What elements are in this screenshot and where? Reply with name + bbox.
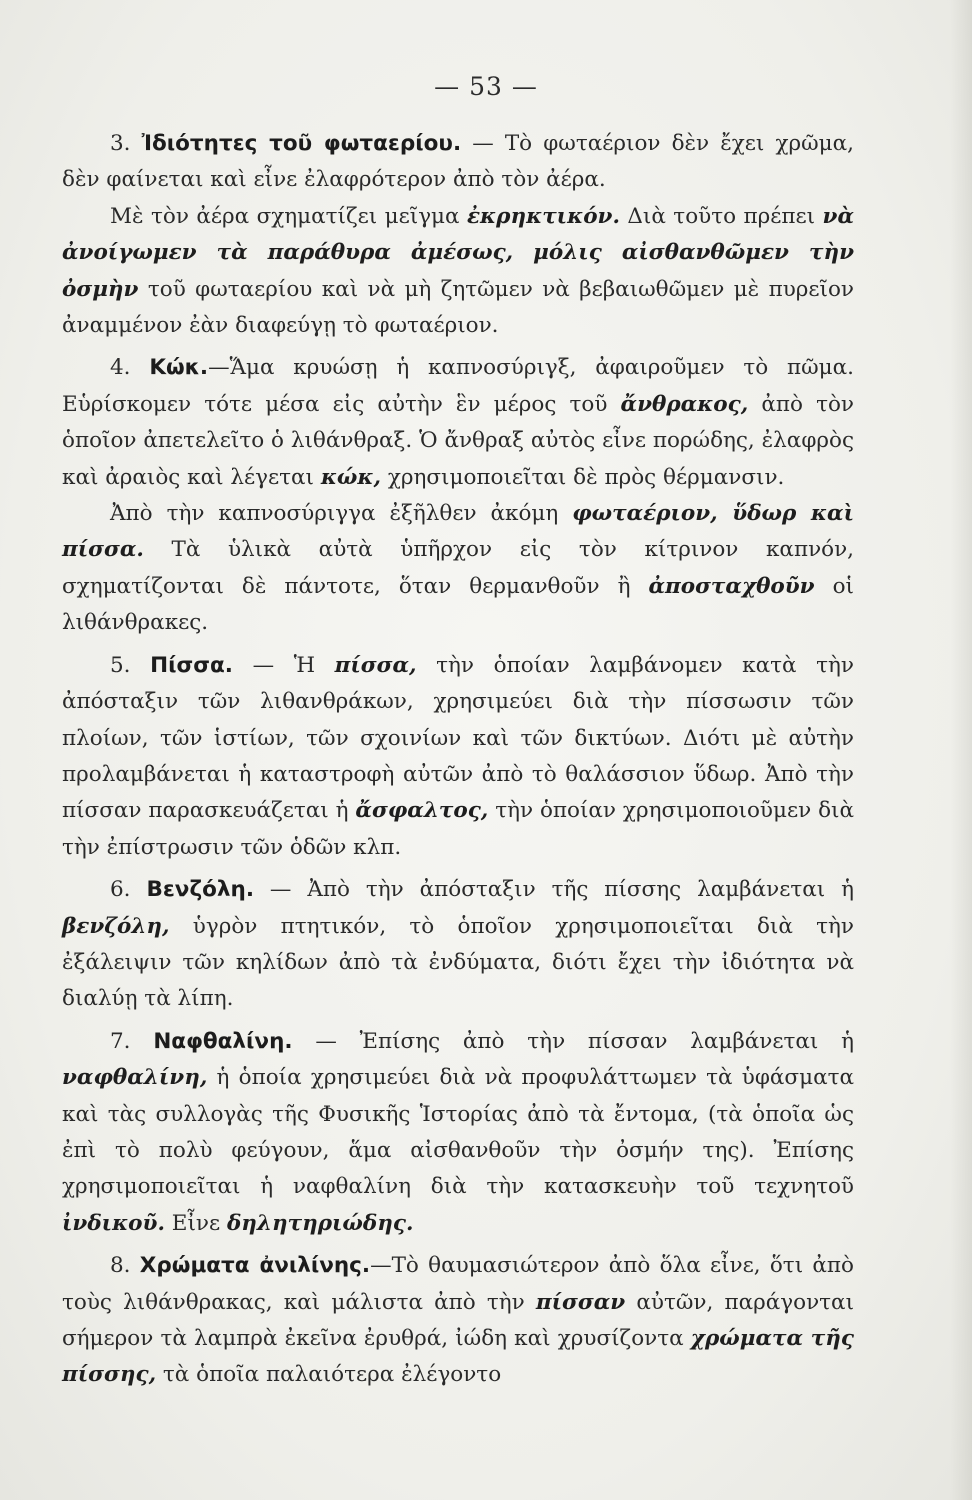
emphasis: ἐκρηκτικόν. [466, 203, 620, 229]
text-run: Ἀπὸ τὴν ἀπόσταξιν τῆς πίσσης λαμβάνεται ἡ [307, 877, 854, 903]
emphasis: δηλητηριώδης. [226, 1210, 414, 1236]
text-run: ἀπὸ τὸν ὁποῖον ἀπετελεῖτο ὁ λιθάνθραξ. Ὁ ἄνθραξ αὐτὸς εἶνε πορώδης, ἐλαφρὸς καὶ ἀραιὸς καὶ λέγεται [62, 391, 854, 490]
dash: — [254, 877, 308, 903]
emphasis: χρώματα τῆς πίσσης, [62, 1326, 854, 1388]
section-5-paragraph-1 [62, 648, 854, 866]
text-run: Εἶνε [164, 1210, 227, 1236]
dash: — [370, 1253, 392, 1279]
text-run: Μὲ τὸν ἀέρα σχηματίζει μεῖγμα [110, 203, 467, 229]
text-run: Ἐπίσης ἀπὸ τὴν πίσσαν λαμβάνεται ἡ [359, 1028, 854, 1054]
page-edge-shadow [950, 0, 972, 1500]
section-8-paragraph-1 [62, 1248, 854, 1394]
section-heading: Χρώματα ἀνιλίνης. [139, 1253, 371, 1279]
section-heading: Ναφθαλίνη. [153, 1028, 293, 1054]
text-run: χρησιμοποιεῖται δὲ πρὸς θέρμανσιν. [381, 464, 785, 490]
dash: — [292, 1028, 360, 1054]
page-number: — 53 — [434, 72, 538, 101]
section-3-paragraph-1 [62, 126, 854, 199]
emphasis: ἄνθρακος, [620, 391, 749, 417]
text-run: οἱ λιθάνθρακες. [62, 573, 854, 636]
emphasis: ναφθαλίνη, [62, 1065, 208, 1091]
text-run: ἡ ὁποία χρησιμεύει διὰ νὰ προφυλάττωμεν τὰ ὑφάσματα καὶ τὰς συλλογὰς τῆς Φυσικῆς Ἱστορίας ἀπὸ τὰ ἔντομα, (τὰ ὁποῖα ὡς ἐπὶ τὸ πολὺ φεύγουν, ἅμα αἰσθανθοῦν τὴν ὀσμήν της). Ἐπίσης χρησιμοποιεῖται ἡ ναφθαλίνη διὰ τὴν κατασκευὴν τοῦ τεχνητοῦ [62, 1065, 854, 1200]
section-heading: Βενζόλη. [146, 877, 254, 903]
section-3-paragraph-2 [62, 199, 854, 345]
section-4-paragraph-2 [62, 496, 854, 642]
section-number: 8. [110, 1253, 131, 1279]
section-7-paragraph-1 [62, 1024, 854, 1242]
section-heading: Κώκ. [149, 355, 209, 381]
section-6-paragraph-1 [62, 872, 854, 1018]
text-run: Τὸ θαυμασιώτερον ἀπὸ ὅλα εἶνε, ὅτι ἀπὸ τοὺς λιθάνθρακας, καὶ μάλιστα ἀπὸ τὴν [62, 1253, 854, 1315]
text-run: Ἀπὸ τὴν καπνοσύριγγα ἐξῆλθεν ἀκόμη [110, 501, 573, 527]
emphasis: κώκ, [320, 464, 381, 490]
text-run: τὴν ὁποίαν λαμβάνομεν κατὰ τὴν ἀπόσταξιν τῶν λιθανθράκων, χρησιμεύει διὰ τὴν πίσσωσιν τῶν πλοίων, τῶν ἱστίων, τῶν σχοινίων καὶ τῶν δικτύων. Διότι μὲ αὐτὴν προλαμβάνεται ἡ καταστροφὴ αὐτῶν ἀπὸ τὸ θαλάσσιον ὕδωρ. Ἀπὸ τὴν πίσσαν παρασκευάζεται ἡ [62, 652, 854, 824]
text-run: τοῦ φωταερίου καὶ νὰ μὴ ζητῶμεν νὰ βεβαιωθῶμεν μὲ πυρεῖον ἀναμμένον ἐὰν διαφεύγῃ τὸ φωταέριον. [62, 276, 854, 339]
section-number: 3. [110, 131, 131, 156]
text-run: Διὰ τοῦτο πρέπει [619, 203, 823, 229]
emphasis: πίσσαν [535, 1289, 626, 1315]
emphasis: βενζόλη, [62, 913, 170, 939]
section-number: 4. [110, 355, 131, 381]
text-run: Τὰ ὑλικὰ αὐτὰ ὑπῆρχον εἰς τὸν κίτρινον καπνόν, σχηματίζονται δὲ πάντοτε, ὅταν θερμανθοῦν ἢ [62, 537, 854, 599]
page-body [62, 126, 854, 1394]
section-4-paragraph-1 [62, 350, 854, 496]
text-run: αὐτῶν, παράγονται σήμερον τὰ λαμπρὰ ἐκεῖνα ἐρυθρά, ἰώδη καὶ χρυσίζοντα [62, 1289, 854, 1351]
emphasis: ἰνδικοῦ. [62, 1210, 165, 1236]
text-run: τὰ ὁποῖα παλαιότερα ἐλέγοντο [156, 1362, 502, 1388]
dash: — [208, 355, 230, 381]
text-run: ὑγρὸν πτητικόν, τὸ ὁποῖον χρησιμοποιεῖται διὰ τὴν ἐξάλειψιν τῶν κηλίδων ἀπὸ τὰ ἐνδύματα, διότι ἔχει τὴν ἰδιότητα νὰ διαλύῃ τὰ λίπη. [62, 913, 854, 1012]
section-number: 5. [110, 652, 131, 678]
text-run: Τὸ φωταέριον δὲν ἔχει χρῶμα, δὲν φαίνεται καὶ εἶνε ἐλαφρότερον ἀπὸ τὸν ἀέρα. [62, 131, 854, 193]
dash: — [232, 652, 294, 678]
emphasis: ἄσφαλτος, [355, 798, 489, 824]
dash: — [461, 131, 505, 156]
section-heading: Ἰδιότητες τοῦ φωταερίου. [141, 131, 462, 156]
text-run: Ἅμα κρυώσῃ ἡ καπνοσύριγξ, ἀφαιροῦμεν τὸ πῶμα. Εὑρίσκομεν τότε μέσα εἰς αὐτὴν ἓν μέρος τοῦ [62, 355, 854, 417]
emphasis: νὰ ἀνοίγωμεν τὰ παράθυρα ἀμέσως, μόλις αἰσθανθῶμεν τὴν ὀσμὴν [62, 203, 855, 302]
emphasis: φωταέριον, ὕδωρ καὶ πίσσα. [62, 501, 854, 563]
emphasis: πίσσα, [334, 652, 417, 678]
emphasis: ἀποσταχθοῦν [648, 573, 815, 599]
text-run: Ἡ [293, 652, 335, 678]
section-heading: Πίσσα. [150, 652, 233, 678]
text-run: τὴν ὁποίαν χρησιμοποιοῦμεν διὰ τὴν ἐπίστρωσιν τῶν ὁδῶν κλπ. [62, 798, 854, 860]
section-number: 6. [110, 877, 131, 903]
section-number: 7. [110, 1028, 131, 1054]
